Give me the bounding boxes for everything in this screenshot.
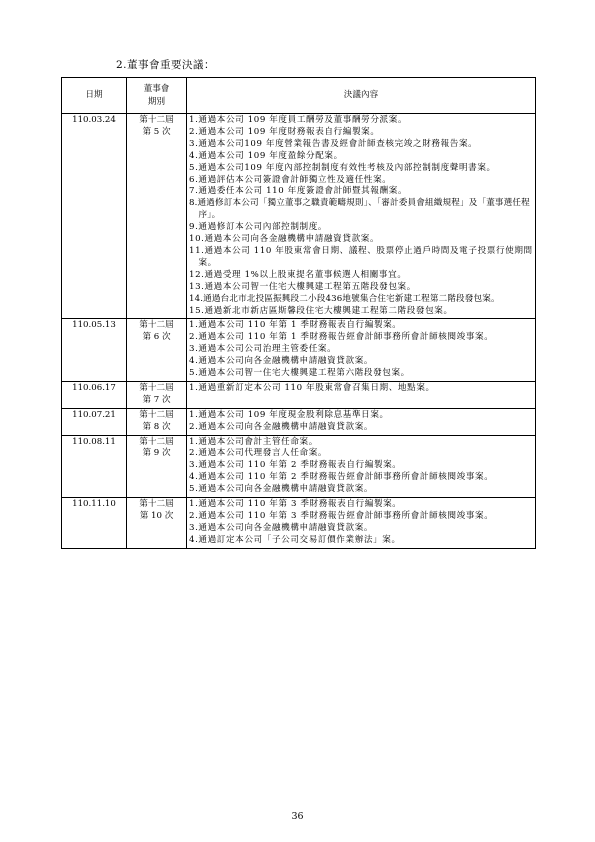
- term-line2: 第 6 次: [142, 332, 171, 343]
- term-line1: 第十二屆: [139, 409, 174, 420]
- table-row: [62, 498, 536, 549]
- resolution-items: [187, 498, 536, 549]
- resolution-item: 5.通過本公司智一住宅大樓興建工程第六階段發包案。: [189, 368, 410, 379]
- resolution-item: 6.通過評估本公司簽證會計師獨立性及適任性案。: [189, 174, 392, 185]
- table-header-row: [62, 78, 536, 114]
- resolution-item: 3.通過本公司公司治理主管委任案。: [189, 344, 337, 355]
- resolution-items: [187, 408, 536, 435]
- resolution-item: 9.通過修訂本公司內部控制制度。: [189, 222, 328, 233]
- resolution-item: 3.通過本公司向各金融機構申請融資貸款案。: [189, 522, 374, 533]
- resolution-item: 4.通過本公司 110 年第 2 季財務報告經會計師事務所會計師核閱竣事案。: [189, 472, 494, 483]
- resolution-item: 1.通過本公司 110 年第 3 季財務報表自行編製案。: [189, 499, 402, 510]
- resolution-item: 5.通過本公司向各金融機構申請融資貸款案。: [189, 484, 374, 495]
- resolution-item: 5.通過本公司109 年度內部控制制度有效性考核及內部控制制度聲明書案。: [189, 162, 496, 173]
- term-line1: 第十二屆: [139, 115, 174, 125]
- header-date: 日期: [62, 78, 127, 114]
- term-line2: 第 7 次: [142, 394, 171, 405]
- header-term: [127, 78, 187, 114]
- resolution-item: 12.通過受理 1%以上股東提名董事候選人相關事宜。: [189, 269, 407, 280]
- resolution-item: 8.通過修訂本公司「獨立董事之職責範疇規則」、「審計委員會組織規程」及「董事選任程序」。: [189, 198, 530, 221]
- header-term-line1: 董事會: [143, 83, 170, 94]
- resolution-item: 1.通過本公司 109 年度現金股利除息基準日案。: [189, 409, 389, 420]
- meeting-date: 110.03.24: [62, 114, 127, 319]
- meeting-term: [127, 408, 187, 435]
- section-title: 2.董事會重要決議：: [116, 59, 216, 71]
- resolution-items: [187, 114, 536, 319]
- table-row: [62, 435, 536, 498]
- resolution-item: 3.通過本公司 110 年第 2 季財務報表自行編製案。: [189, 460, 402, 471]
- resolution-item: 13.通過本公司智一住宅大樓興建工程第五階段發包案。: [189, 281, 416, 292]
- header-resolutions: 決議內容: [187, 78, 536, 114]
- board-resolutions-table: [61, 77, 536, 549]
- resolution-item: 2.通過本公司向各金融機構申請融資貸款案。: [189, 421, 374, 432]
- resolution-item: 11.通過本公司 110 年股東常會日期、議程、股票停止過戶時間及電子投票行使期間案。: [189, 245, 533, 268]
- meeting-term: [127, 114, 187, 319]
- resolution-items: [187, 435, 536, 498]
- page-number: 36: [291, 811, 304, 822]
- meeting-date: 110.11.10: [62, 498, 127, 549]
- meeting-term: [127, 381, 187, 408]
- resolution-item: 2.通過本公司 110 年第 1 季財務報告經會計師事務所會計師核閱竣事案。: [189, 332, 494, 343]
- resolution-item: 3.通過本公司109 年度營業報告書及經會計師查核完竣之財務報告案。: [189, 138, 478, 149]
- resolution-item: 2.通過本公司 110 年第 3 季財務報告經會計師事務所會計師核閱竣事案。: [189, 511, 494, 521]
- meeting-term: [127, 498, 187, 549]
- term-line1: 第十二屆: [139, 320, 174, 331]
- meeting-term: [127, 319, 187, 382]
- resolution-item: 2.通過本公司代理發言人任命案。: [189, 448, 328, 459]
- term-line1: 第十二屆: [139, 499, 174, 510]
- resolution-item: 1.通過本公司會計主管任命案。: [189, 436, 318, 447]
- table-row: [62, 381, 536, 408]
- header-term-line2: 期別: [147, 96, 166, 107]
- resolution-item: 2.通過本公司 109 年度財務報表自行編製案。: [189, 126, 380, 137]
- term-line2: 第 9 次: [142, 448, 171, 459]
- table-row: [62, 319, 536, 382]
- resolution-item: 1.通過本公司 109 年度員工酬勞及董事酬勞分派案。: [189, 115, 408, 125]
- meeting-date: 110.05.13: [62, 319, 127, 382]
- resolution-items: [187, 319, 536, 382]
- meeting-date: 110.08.11: [62, 435, 127, 498]
- meeting-date: 110.07.21: [62, 408, 127, 435]
- resolution-item: 4.通過本公司 109 年度盈餘分配案。: [189, 150, 343, 161]
- term-line2: 第 5 次: [142, 126, 171, 137]
- resolution-item: 1.通過本公司 110 年第 1 季財務報表自行編製案。: [189, 320, 402, 331]
- table-row: [62, 114, 536, 319]
- term-line2: 第 8 次: [142, 421, 171, 432]
- resolution-item: 4.通過本公司向各金融機構申請融資貸款案。: [189, 356, 374, 367]
- term-line2: 第 10 次: [139, 511, 174, 521]
- table-row: [62, 408, 536, 435]
- resolution-item: 7.通過委任本公司 110 年度簽證會計師暨其報酬案。: [189, 186, 408, 197]
- resolution-item: 15.通過新北市新店區斯馨段住宅大樓興建工程第二階段發包案。: [189, 305, 453, 316]
- meeting-term: [127, 435, 187, 498]
- term-line1: 第十二屆: [139, 436, 174, 447]
- resolution-item: 10.通過本公司向各金融機構申請融資貸款案。: [189, 234, 380, 245]
- term-line1: 第十二屆: [139, 382, 174, 393]
- resolution-item: 14.通過台北市北投區振興段二小段436地號集合住宅新建工程第二階段發包案。: [189, 293, 500, 304]
- resolution-item: 4.通過訂定本公司「子公司交易訂價作業辦法」案。: [189, 534, 401, 545]
- resolution-items: [187, 381, 536, 408]
- resolution-item: 1.通過重新訂定本公司 110 年股東常會召集日期、地點案。: [189, 382, 435, 393]
- meeting-date: 110.06.17: [62, 381, 127, 408]
